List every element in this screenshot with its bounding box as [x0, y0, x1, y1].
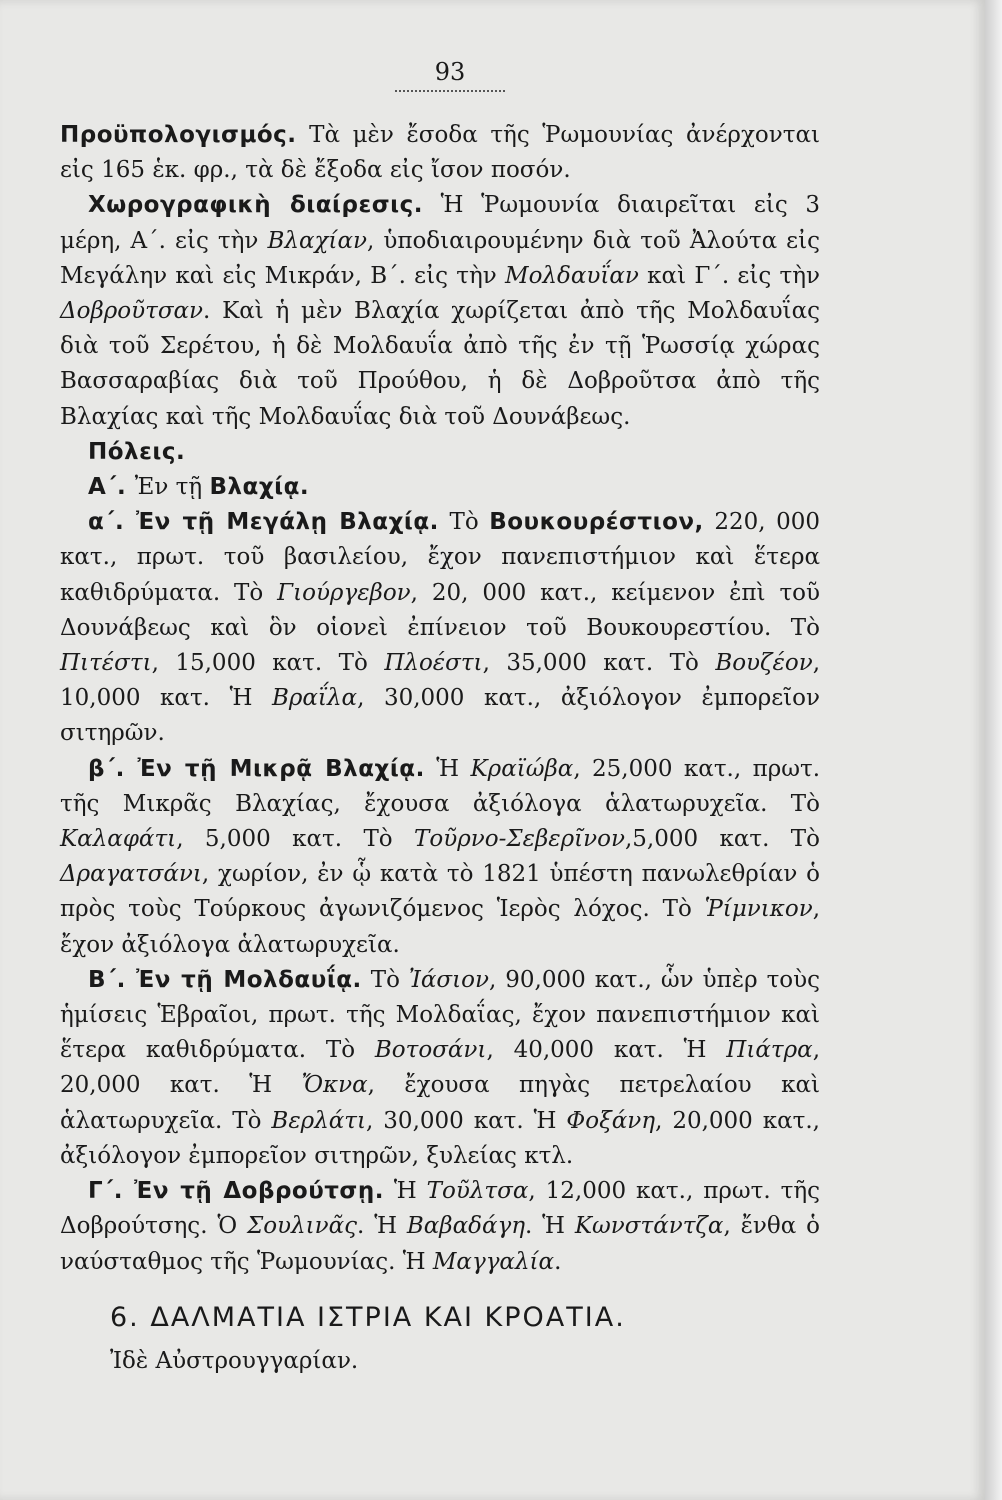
italic-place-name: Βοτοσάνι: [374, 1037, 487, 1064]
paragraph: [60, 752, 820, 963]
page-edge: [985, 0, 1002, 1500]
italic-place-name: Πιτέστι: [60, 650, 152, 677]
italic-place-name: Σουλινᾶς: [246, 1213, 358, 1240]
text-run: . Ἡ: [525, 1213, 575, 1240]
text-run: Ἡ Ῥωμουνία διαιρεῖται εἰς 3 μέρη, Α΄. εἰς τὴν: [60, 192, 820, 254]
text-run: . Ἡ: [357, 1213, 407, 1240]
paragraph: [60, 435, 820, 470]
paragraph: [60, 505, 820, 751]
text-run: . Καὶ ἡ μὲν Βλαχία χωρίζεται ἀπὸ τῆς Μολδαυΐας διὰ τοῦ Σερέτου, ἡ δὲ Μολδαυΐα ἀπὸ τῆς ἐν τῇ Ῥωσσίᾳ χώρας Βασσαραβίας διὰ τοῦ Προύθου, ἡ δὲ Δοβροῦτσα ἀπὸ τῆς Βλαχίας καὶ τῆς Μολδαυΐας διὰ τοῦ Δουνάβεως.: [60, 298, 820, 430]
italic-place-name: Ῥίμνικον: [704, 896, 813, 923]
text-run: , χωρίον, ἐν ᾧ κατὰ τὸ 1821 ὑπέστη πανωλεθρίαν ὁ πρὸς τοὺς Τούρκους ἀγωνιζόμενος Ἱερὸς λόχος. Τὸ: [60, 861, 820, 923]
paragraph: [60, 118, 820, 188]
page-number-text: 93: [434, 58, 466, 86]
italic-place-name: Μαγγαλία: [432, 1248, 555, 1275]
page-number: [0, 58, 900, 92]
italic-place-name: Φοξάνη: [566, 1107, 656, 1134]
italic-place-name: Βουζέον: [715, 650, 813, 677]
section-title: 6. ΔΑΛΜΑΤΙΑ ΙΣΤΡΙΑ ΚΑΙ ΚΡΟΑΤΙΑ.: [110, 1301, 626, 1333]
text-run: , ἔχον ἀξιόλογα ἁλατωρυχεῖα.: [60, 896, 820, 958]
see-also-note: Ἰδὲ Αὐστρουγγαρίαν.: [110, 1347, 359, 1374]
page-body: [60, 118, 820, 1379]
text-run: , 30,000 κατ. Ἡ: [366, 1107, 567, 1134]
text-run: Ἡ: [383, 1178, 427, 1205]
text-run: 220, 000 κατ., πρωτ. τοῦ βασιλείου, ἔχον πανεπιστήμιον καὶ ἕτερα καθιδρύματα. Τὸ: [60, 509, 820, 606]
text-run: , ἔνθα ὁ ναύσταθμος τῆς Ῥωμουνίας. Ἡ: [60, 1213, 820, 1275]
italic-place-name: Κωνστάντζα: [574, 1213, 724, 1240]
text-run: Τὸ: [361, 966, 409, 993]
text-run: , 35,000 κατ. Τὸ: [482, 650, 716, 677]
bold-heading: Πόλεις.: [88, 438, 186, 465]
text-run: , 30,000 κατ., ἀξιόλογον ἐμπορεῖον σιτηρῶν.: [60, 685, 820, 747]
italic-place-name: Γιούργεβον: [277, 579, 411, 606]
paragraph: [60, 470, 820, 505]
text-run: , 90,000 κατ., ὧν ὑπὲρ τοὺς ἡμίσεις Ἑβραῖοι, πρωτ. τῆς Μολδαΐας, ἔχον πανεπιστήμιον καὶ ἕτερα καθιδρύματα. Τὸ: [60, 966, 821, 1064]
text-run: , 25,000 κατ., πρωτ. τῆς Μικρᾶς Βλαχίας, ἔχουσα ἀξιόλογα ἁλατωρυχεῖα. Τὸ: [60, 755, 821, 817]
italic-place-name: Δοβροῦτσαν: [60, 298, 204, 325]
text-run: , 20,000 κατ. Ἡ: [60, 1037, 820, 1099]
text-run: Τὰ μὲν ἔσοδα τῆς Ῥωμουνίας ἀνέρχονται εἰς 165 ἑκ. φρ., τὰ δὲ ἔξοδα εἰς ἴσον ποσόν.: [60, 122, 820, 184]
text-run: , 5,000 κατ. Τὸ: [176, 826, 415, 853]
italic-place-name: Πλοέστι: [384, 650, 483, 677]
italic-place-name: Κραϊώβα: [470, 755, 574, 782]
bold-heading: Προϋπολογισμός.: [60, 122, 297, 148]
bold-heading: Β΄. Ἐν τῇ Μολδαυΐᾳ.: [88, 966, 362, 993]
bold-heading: Βλαχίᾳ.: [209, 474, 310, 501]
bold-heading: β΄. Ἐν τῇ Μικρᾷ Βλαχίᾳ.: [88, 755, 425, 782]
bold-heading: Χωρογραφικὴ διαίρεσις.: [88, 192, 423, 219]
italic-place-name: Πιάτρα: [726, 1037, 813, 1064]
italic-place-name: Βερλάτι: [271, 1107, 367, 1134]
italic-place-name: Καλαφάτι: [60, 826, 177, 853]
paragraph: [60, 963, 820, 1174]
text-run: Ἡ: [424, 755, 471, 782]
paragraph: [60, 1174, 820, 1280]
italic-place-name: Τοῦρνο-Σεβερῖνον: [414, 826, 625, 853]
italic-place-name: Δραγατσάνι: [60, 861, 202, 888]
text-run: Τὸ: [438, 509, 490, 536]
bold-heading: Γ΄. Ἐν τῇ Δοβρούτσῃ.: [88, 1178, 384, 1205]
text-run: ,5,000 κατ. Τὸ: [624, 826, 820, 853]
text-run: καὶ Γ΄. εἰς τὴν: [638, 262, 820, 289]
paragraphs: [60, 118, 820, 1280]
text-run: , ἔχουσα πηγὰς πετρελαίου καὶ ἁλατωρυχεῖα. Τὸ: [60, 1072, 820, 1134]
text-run: , 10,000 κατ. Ἡ: [60, 650, 820, 712]
text-run: , 20, 000 κατ., κείμενον ἐπὶ τοῦ Δουνάβεως καὶ ὃν οἱονεὶ ἐπίνειον τοῦ Βουκουρεστίου. Τὸ: [60, 579, 821, 641]
text-run: , 15,000 κατ. Τὸ: [151, 650, 385, 677]
paragraph: [60, 188, 820, 434]
text-run: .: [554, 1248, 562, 1275]
italic-place-name: Μολδαυΐαν: [505, 262, 639, 289]
italic-place-name: Βραΐλα: [271, 685, 358, 712]
text-run: , 12,000 κατ., πρωτ. τῆς Δοβρούτσης. Ὁ: [60, 1178, 820, 1240]
bold-heading: α΄. Ἐν τῇ Μεγάλῃ Βλαχίᾳ.: [88, 509, 439, 536]
bold-heading: Α΄.: [88, 474, 135, 501]
italic-place-name: Βλαχίαν: [267, 227, 367, 254]
italic-place-name: Ἰάσιον: [408, 966, 489, 993]
text-run: , 40,000 κατ. Ἡ: [486, 1037, 727, 1064]
bold-heading: Βουκουρέστιον,: [489, 509, 704, 536]
italic-place-name: Ὄκνα: [301, 1072, 368, 1099]
text-run: , ὑποδιαιρουμένην διὰ τοῦ Ἀλούτα εἰς Μεγάλην καὶ εἰς Μικράν, Β΄. εἰς τὴν: [60, 227, 820, 289]
text-run: , 20,000 κατ., ἀξιόλογον ἐμπορεῖον σιτηρῶν, ξυλείας κτλ.: [60, 1107, 820, 1169]
text-run: Ἐν τῇ: [134, 474, 210, 501]
italic-place-name: Βαβαδάγη: [406, 1213, 526, 1240]
italic-place-name: Τοῦλτσα: [426, 1178, 529, 1205]
